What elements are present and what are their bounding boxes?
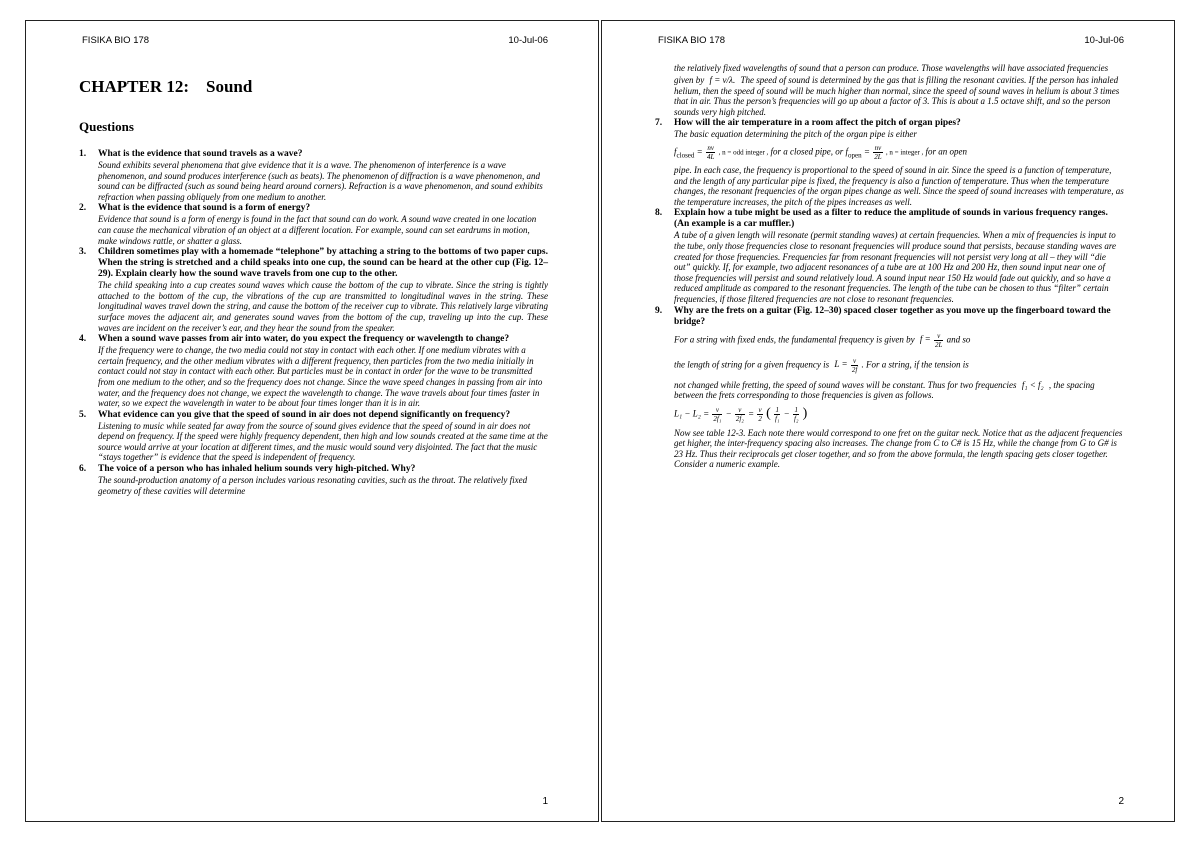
question-text: How will the air temperature in a room affect the pitch of organ pipes?	[674, 118, 961, 129]
header-date: 10-Jul-06	[508, 35, 548, 46]
section-heading: Questions	[79, 119, 134, 134]
length-fraction: $\frac{v}{2f}$	[851, 356, 858, 374]
continuation-text-a: the relatively fixed wavelengths of sound that a person can produce. Those wavelengths will have associated frequencies given by	[674, 63, 1109, 85]
answer-6-continuation	[655, 63, 1124, 117]
question-text: What is the evidence that sound is a form of energy?	[98, 203, 311, 214]
fundamental-frequency-line: For a string with fixed ends, the fundamental frequency is given by f = $\frac{v}{2L}$ and so	[674, 331, 971, 349]
answer-text-end: . For a string, if the tension is	[861, 359, 969, 370]
question-6	[79, 464, 548, 496]
question-number: 7.	[655, 118, 663, 129]
question-number: 6.	[79, 464, 87, 475]
fraction-denominator: 4L	[706, 152, 715, 161]
question-1	[79, 149, 548, 202]
fraction-numerator: nv	[707, 143, 714, 152]
answer-text-end: , the spacing between the frets corresponding to those frequencies is given as follows.	[674, 379, 1095, 401]
answer-text: Sound exhibits several phenomena that give evidence that it is a wave. The phenomenon of interference is a wave phenomenon, and sound produces interference (such as beats). The phenomenon of diffraction is a wave phenomenon, and sound can be diffracted (such as sound being heard around corners). Refraction is a wave phenomenon, and sound exhibits refraction when passing obliquely from one medium to another.	[98, 160, 543, 202]
answer-text: The child speaking into a cup creates sound waves which cause the bottom of the cup to vibrate. Since the string is tightly attached to the bottom of the cup, the vibrations of the cup are transmitted to longitudinal waves in the string. These longitudinal waves travel down the string, and cause the bottom of the receiver cup to vibrate. This relatively large vibrating surface moves the adjacent air, and generates sound waves from the bottom of the cup, traveling up into the cup. These waves are incident on the receiver’s ear, and they hear the sound from the speaker.	[98, 280, 548, 333]
fraction-denominator: 2L	[874, 152, 882, 161]
closed-pipe-text: for a closed pipe, or	[770, 146, 846, 157]
answer-text: not changed while fretting, the speed of sound waves will be constant. Thus for two frequencies	[674, 379, 1017, 390]
answer-text: For a string with fixed ends, the fundamental frequency is given by	[674, 334, 915, 345]
answer-text-end: and so	[946, 334, 971, 345]
question-9	[655, 306, 1124, 471]
open-subscript: open	[848, 151, 862, 160]
question-3	[79, 247, 548, 333]
closed-pipe-fraction	[706, 144, 715, 161]
answer-text: If the frequency were to change, the two media could not stay in contact with each other. If one medium vibrates with a certain frequency, and the other medium vibrates with a different frequency, then particles from the two media initially in contact could not stay in contact with each other. But particles must be in contact in order for the wave to be transmitted from one medium to the other, and so the frequency does not change. Since the wave speed changes in passing from air into water, and the frequency does not change, we expect the wavelength to change. The wave travels about four times faster in water, so we expect the wavelength in water to be about four times longer than it is in air.	[98, 345, 543, 409]
fret-spacing-equation: L₁ − L₂ = $\frac{v}{\text{2f₁}}$ − $\frac{v}{\text{2f₂}}$ = $\frac{v}{2}$ ( $\frac{1}{\text{f₁}}$ − $\frac{1}{\text{f₂}}$ )	[674, 405, 808, 423]
question-number: 8.	[655, 208, 663, 219]
frequency-fraction: $\frac{v}{2L}$	[934, 331, 943, 349]
page-2	[601, 20, 1175, 822]
question-number: 5.	[79, 409, 87, 420]
open-pipe-text: for an open	[925, 146, 968, 157]
string-length-line: the length of string for a given frequency is L = $\frac{v}{2f}$ . For a string, if the tension is	[674, 356, 969, 374]
header-date: 10-Jul-06	[1084, 35, 1124, 46]
open-pipe-fraction	[873, 144, 882, 161]
answer-text: Evidence that sound is a form of energy is found in the fact that sound can do work. A sound wave created in one location can cause the mechanical vibration of an object at a different location. For example, sound can set eardrums in motion, make windows rattle, or shatter a glass.	[98, 214, 537, 246]
closed-condition: , n = odd integer ,	[718, 148, 769, 157]
question-text: When a sound wave passes from air into water, do you expect the frequency or wavelength to change?	[98, 334, 510, 345]
page-2-content	[655, 63, 1124, 471]
question-number: 3.	[79, 247, 87, 258]
page-1-content	[79, 65, 548, 497]
answer-text: The basic equation determining the pitch of the organ pipe is either	[674, 129, 917, 140]
answer-text: A tube of a given length will resonate (permit standing waves) at certain frequencies. When a mix of frequencies is input to the tube, only those frequencies close to resonant frequencies will produce sound that persists, because standing waves are created for those frequencies. Frequencies far from resonant frequencies will not persist very long at all – they will “die out” quickly. If, for example, two adjacent resonances of a tube are at 100 Hz and 200 Hz, then sound input near one of those frequencies will persist and sound relatively loud. A sound input near 150 Hz would fade out quickly, and so have a reduced amplitude as compared to the resonant frequencies. The length of the tube can be chosen to thus “filter” certain frequencies, if those filtered frequencies are not close to resonant frequencies.	[674, 230, 1117, 304]
wave-frequency-formula: f = v/λ.	[709, 74, 736, 85]
organ-pipe-equation: $f_{closed}$ = $\frac{nv}{4L}$ , n = odd integer , for a closed pipe, or $f_{open}$ = $\frac{nv}{2L}$ , n = integer , for an open	[674, 143, 968, 161]
fret-spacing-text	[674, 380, 1124, 401]
continuation-text-b: The speed of sound is determined by the gas that is filling the resonant cavities. If the person has inhaled helium, then the speed of sound will be much higher than normal, since the speed of sound waves in helium is about 3 times that in air. Thus the person’s frequencies will go up about a factor of 3. This is about a 1.5 octave shift, and so the person sounds very high pitched.	[674, 74, 1120, 117]
question-2	[79, 203, 548, 246]
answer-text: the length of string for a given frequency is	[674, 359, 830, 370]
chapter-title: CHAPTER 12: Sound	[79, 77, 253, 96]
page-1	[25, 20, 599, 822]
question-text: What is the evidence that sound travels as a wave?	[98, 149, 303, 159]
question-4	[79, 334, 548, 409]
question-list	[79, 149, 548, 496]
question-8	[655, 208, 1124, 304]
question-text: Why are the frets on a guitar (Fig. 12–30) spaced closer together as you move up the fingerboard toward the bridge?	[674, 305, 1111, 327]
answer-text-continued: pipe. In each case, the frequency is proportional to the speed of sound in air. Since the speed is a function of temperature, and the length of any particular pipe is fixed, the frequency is also a function of temperature. Thus when the temperature changes, the resonant frequencies of the organ pipes change as well. Since the speed of sound increases with temperature, as the temperature increases, the pitch of the pipes increases as well.	[674, 164, 1124, 207]
question-number: 9.	[655, 305, 663, 316]
header-course-title: FISIKA BIO 178	[82, 35, 150, 46]
answer-text-conclusion: Now see table 12-3. Each note there would correspond to one fret on the guitar neck. Notice that as the adjacent frequencies get higher, the inter-frequency spacing also increases. The change from C to C# is 15 Hz, while the change from G to G# is 23 Hz. Thus their reciprocals get closer together, and so from the above formula, the length spacing gets closer together. Consider a numeric example.	[674, 427, 1123, 470]
question-text: What evidence can you give that the speed of sound in air does not depend significantly on frequency?	[98, 409, 511, 420]
question-text: Explain how a tube might be used as a filter to reduce the amplitude of sounds in various frequency ranges. (An example is a car muffler.)	[674, 208, 1108, 230]
question-number: 1.	[79, 149, 87, 159]
open-condition: , n = integer ,	[885, 148, 924, 157]
question-number: 4.	[79, 334, 87, 345]
header-course-title: FISIKA BIO 178	[658, 35, 726, 46]
closed-subscript: closed	[676, 151, 695, 160]
question-7	[655, 118, 1124, 207]
answer-text: Listening to music while seated far away from the source of sound gives evidence that the speed of sound in air does not depend on frequency. If the speed were highly frequency dependent, then high and low sounds created at the same time at the source would arrive at your location at different times, and the music would sound very disjointed. The fact that the music “stays together” is evidence that the speed is independent of frequency.	[98, 420, 548, 463]
question-text: The voice of a person who has inhaled helium sounds very high-pitched. Why?	[98, 464, 416, 475]
answer-text: The sound-production anatomy of a person includes various resonating cavities, such as the throat. The relatively fixed geometry of these cavities will determine	[98, 475, 528, 496]
page-number: 1	[542, 796, 548, 807]
question-list	[655, 118, 1124, 470]
question-5	[79, 410, 548, 463]
question-text: Children sometimes play with a homemade “telephone” by attaching a string to the bottoms of two paper cups. When the string is stretched and a child speaks into one cup, the sound can be heard at the other cup (Fig. 12–29). Explain clearly how the sound wave travels from one cup to the other.	[98, 247, 548, 280]
page-number: 2	[1118, 796, 1124, 807]
question-number: 2.	[79, 203, 87, 214]
fraction-numerator: nv	[874, 143, 882, 152]
frequency-inequality: f₁ < f₂	[1021, 379, 1044, 390]
